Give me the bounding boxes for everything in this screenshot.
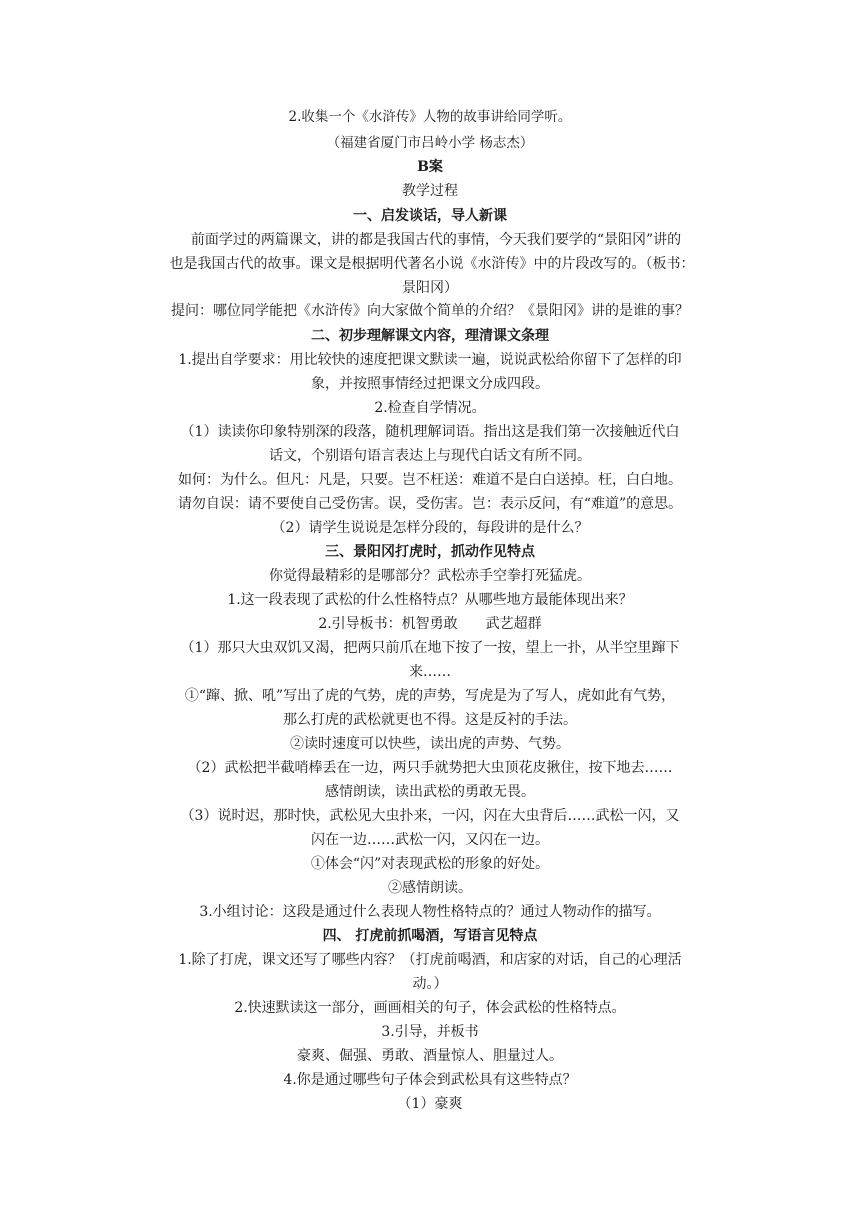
text-line: 你觉得最精彩的是哪部分？武松赤手空拳打死猛虎。 bbox=[269, 568, 591, 584]
text-line: 1.提出自学要求：用比较快的速度把课文默读一遍，说说武松给你留下了怎样的印 bbox=[178, 352, 682, 368]
text-line: 提问：哪位同学能把《水浒传》向大家做个简单的介绍？《景阳冈》讲的是谁的事？ bbox=[171, 303, 689, 319]
text-line: 4.你是通过哪些句子体会到武松具有这些特点？ bbox=[283, 1072, 577, 1088]
text-line: 3.小组讨论：这段是通过什么表现人物性格特点的？通过人物动作的描写。 bbox=[199, 904, 661, 920]
text-line: （3）说时迟，那时快，武松见大虫扑来，一闪，闪在大虫背后……武松一闪，又 bbox=[180, 808, 680, 824]
text-line: （1）读读你印象特别深的段落，随机理解词语。指出这是我们第一次接触近代白 bbox=[180, 424, 680, 440]
text-line: ①体会“闪”对表现武松的形象的好处。 bbox=[310, 856, 550, 872]
teaching-process-heading: 教学过程 bbox=[402, 183, 458, 199]
text-line: 2.检查自学情况。 bbox=[374, 400, 486, 416]
text-line: ①“蹿、掀、吼”写出了虎的气势，虎的声势，写虎是为了写人，虎如此有气势， bbox=[184, 688, 676, 704]
text-line: 景阳冈） bbox=[402, 280, 458, 296]
text-line: 那么打虎的武松就更也不得。这是反衬的手法。 bbox=[283, 712, 577, 728]
text-line: 如何：为什么。但凡：凡是，只要。岂不枉送：难道不是白白送掉。枉，白白地。 bbox=[178, 472, 682, 488]
text-line: 来…… bbox=[409, 664, 451, 680]
author-credit: （福建省厦门市吕岭小学 杨志杰） bbox=[326, 135, 534, 151]
text-line: 话文，个别语句语言表达上与现代白话文有所不同。 bbox=[269, 448, 591, 464]
section-4-heading: 四、 打虎前抓喝酒，写语言见特点 bbox=[322, 928, 538, 944]
section-3-heading: 三、景阳冈打虎时，抓动作见特点 bbox=[325, 544, 535, 560]
text-line: （2）请学生说说是怎样分段的，每段讲的是什么？ bbox=[271, 520, 589, 536]
text-line: （1）那只大虫双饥又渴，把两只前爪在地下按了一按，望上一扑，从半空里蹿下 bbox=[180, 640, 680, 656]
text-line: （1）豪爽 bbox=[397, 1096, 463, 1112]
text-line: 闪在一边……武松一闪，又闪在一边。 bbox=[311, 832, 549, 848]
text-line: 2.快速默读这一部分，画画相关的句子，体会武松的性格特点。 bbox=[234, 1000, 626, 1016]
text-line: 前面学过的两篇课文，讲的都是我国古代的事情，今天我们要学的“景阳冈”讲的 bbox=[190, 232, 682, 248]
text-line: 1.除了打虎，课文还写了哪些内容？（打虎前喝酒，和店家的对话，自己的心理活 bbox=[178, 952, 682, 968]
text-line: 豪爽、倔强、勇敢、酒量惊人、胆量过人。 bbox=[297, 1048, 563, 1064]
text-line: （2）武松把半截哨棒丢在一边，两只手就势把大虫顶花皮揪住，按下地去…… bbox=[187, 760, 673, 776]
text-line: 也是我国古代的故事。课文是根据明代著名小说《水浒传》中的片段改写的。（板书： bbox=[169, 256, 695, 272]
text-line: 2.引导板书：机智勇敢 武艺超群 bbox=[318, 616, 542, 632]
text-line: 动。） bbox=[412, 976, 448, 992]
text-line: ②读时速度可以快些，读出虎的声势、气势。 bbox=[290, 736, 570, 752]
text-line: 感情朗读，读出武松的勇敢无畏。 bbox=[325, 784, 535, 800]
plan-b-heading: B案 bbox=[417, 159, 443, 175]
section-2-heading: 二、初步理解课文内容，理清课文条理 bbox=[311, 328, 549, 344]
text-line: 3.引导，并板书 bbox=[381, 1024, 479, 1040]
text-line-homework-2: 2.收集一个《水浒传》人物的故事讲给同学听。 bbox=[288, 109, 572, 125]
text-line: 请勿自误：请不要使自己受伤害。误，受伤害。岂：表示反问，有“难道”的意思。 bbox=[177, 496, 683, 512]
text-line: 象，并按照事情经过把课文分成四段。 bbox=[311, 376, 549, 392]
text-line: 1.这一段表现了武松的什么性格特点？从哪些地方最能体现出来？ bbox=[227, 592, 633, 608]
section-1-heading: 一、启发谈话，导人新课 bbox=[353, 208, 507, 224]
text-line: ②感情朗读。 bbox=[388, 880, 472, 896]
